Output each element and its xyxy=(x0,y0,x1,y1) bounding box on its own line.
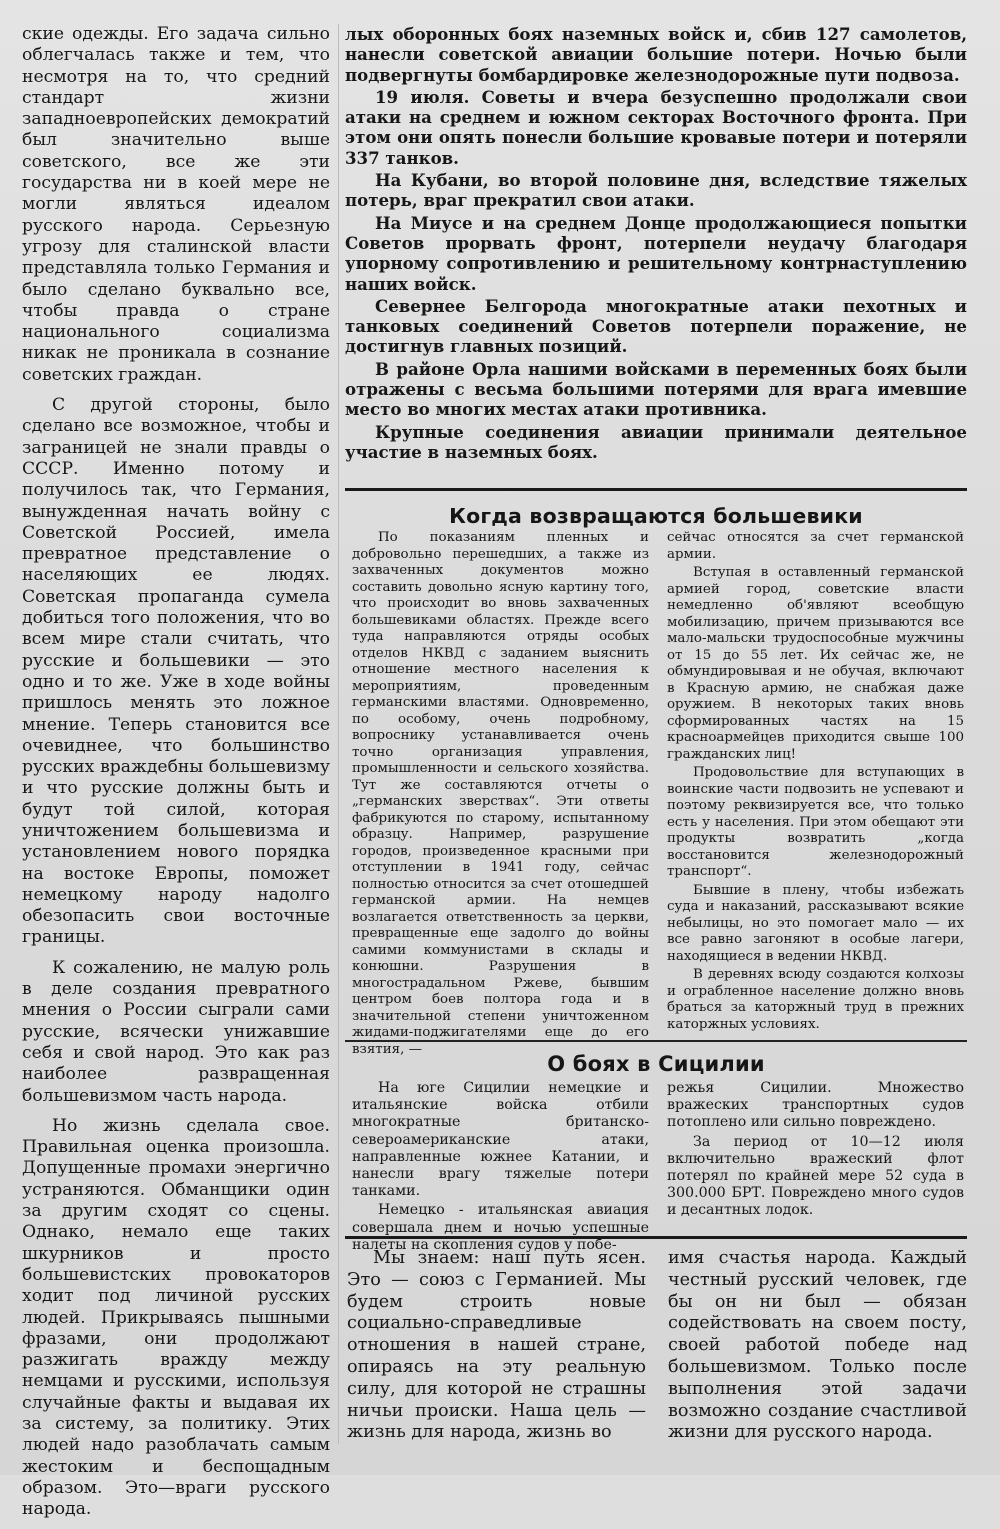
left-paragraph: С другой стороны, было сделано все возможное, чтобы и заграницей не знали правды о СССР. Именно потому и получилось так, что Германия, вынужденная начать войну с Советской Россией, имела превратное представление о населяющих ее людях. Советская пропаганда сумела добиться того положения, что во всем мире стали считать, что русские и большевики — это одно и то же. Уже в ходе войны пришлось менять это ложное мнение. Теперь становится все очевиднее, что большинство русских враждебны большевизму и что русские должны быть и будут той силой, которая уничтожением большевизма и установлением нового порядка на востоке Европы, поможет немецкому народу надолго обезопасить свои восточные границы. xyxy=(22,395,330,948)
closing-paragraph: Мы знаем: наш путь ясен. Это — союз с Германией. Мы будем строить новые социально-справедливые отношения в нашей стране, опираясь на эту реальную силу, для которой не страшны ничьи происки. Наша цель — жизнь для народа, жизнь во xyxy=(347,1248,646,1443)
article-sicily xyxy=(352,1080,964,1256)
article-paragraph: Вступая в оставленный германской армией город, советские власти немедленно об'являют всеобщую мобилизацию, причем призываются все мало-мальски трудоспособные мужчины от 15 до 55 лет. Их сейчас же, не обмундировывая и не обучая, включают в Красную армию, не снабжая даже оружием. В некоторых таких вновь сформированных частях на 15 красноармейцев приходится свыше 100 гражданских лиц! xyxy=(667,565,964,762)
article-paragraph: На юге Сицилии немецкие и итальянские войска отбили многократные британско-североамериканские атаки, направленные южнее Катании, и нанесли врагу тяжелые потери танками. xyxy=(352,1080,649,1200)
left-column-text xyxy=(22,24,330,1529)
article-paragraph: По показаниям пленных и добровольно перешедших, а также из захваченных документов можно составить довольно ясную картину того, что происходит во вновь захваченных большевиками областях. Прежде всего туда направляются отряды особых отделов НКВД с заданием выяснить отношение местного населения к мероприятиям, проведенным германскими властями. Одновременно, по особому, очень подробному, вопроснику устанавливается очень точно организация управления, промышленности и сельского хозяйства. Тут же составляются отчеты о „германских зверствах“. Эти ответы фабрикуются по старому, испытанному образцу. Например, разрушение городов, произведенное красными при отступлении в 1941 году, сейчас полностью относится за счет отошедшей германской армии. На немцев возлагается ответственность за церкви, превращенные еще задолго до войны самими коммунистами в склады и конюшни. Разрушения в многострадальном Ржеве, бывшим центром боев полтора года и в значительной степени уничтоженном жидами-поджигателями еще до его взятия, — xyxy=(352,530,649,1057)
article-paragraph: сейчас относятся за счет германской армии. xyxy=(667,530,964,562)
article-column xyxy=(667,530,964,1060)
closing-column xyxy=(347,1248,646,1446)
closing-paragraph: имя счастья народа. Каждый честный русский человек, где бы он ни был — обязан содействовать на своем посту, своей работой победе над большевизмом. Только после выполнения этой задачи возможно создание счастливой жизни для русского народа. xyxy=(668,1248,967,1443)
left-paragraph: К сожалению, не малую роль в деле создания превратного мнения о России сыграли сами русские, всячески унижавшие себя и свой народ. Это как раз наиболее развращенная большевизмом часть народа. xyxy=(22,957,330,1106)
article-paragraph: Продовольствие для вступающих в воинские части подвозить не успевают и поэтому реквизируется все, что только есть у населения. При этом обещают эти продукты возвратить „когда восстановится железнодорожный транспорт“. xyxy=(667,765,964,879)
article-column xyxy=(667,1080,964,1256)
report-paragraph: 19 июля. Советы и вчера безуспешно продолжали свои атаки на среднем и южном секторах Восточного фронта. При этом они опять понесли большие кровавые потери и потеряли 337 танков. xyxy=(345,86,967,168)
section-rule xyxy=(345,1236,967,1239)
section-rule xyxy=(345,488,967,491)
column-divider xyxy=(338,24,339,1444)
report-paragraph: лых оборонных боях наземных войск и, сбив 127 самолетов, нанесли советской авиации большие потери. Ночью были подвергнуты бомбардировке железнодорожные пути подвоза. xyxy=(345,24,967,85)
report-paragraph: На Миусе и на среднем Донце продолжающиеся попытки Советов прорвать фронт, потерпели неудачу благодаря упорному сопротивлению и решительному контрнаступлению наших войск. xyxy=(345,212,967,294)
report-paragraph: На Кубани, во второй половине дня, вследствие тяжелых потерь, враг прекратил свои атаки. xyxy=(345,170,967,211)
report-paragraph: Крупные соединения авиации принимали деятельное участие в наземных боях. xyxy=(345,421,967,462)
war-report xyxy=(345,24,967,464)
report-paragraph: Севернее Белгорода многократные атаки пехотных и танковых соединений Советов потерпели поражение, не достигнув главных позиций. xyxy=(345,295,967,357)
article-paragraph: режья Сицилии. Множество вражеских транспортных судов потоплено или сильно повреждено. xyxy=(667,1080,964,1131)
article-bolsheviks xyxy=(352,530,964,1060)
article-paragraph: В деревнях всюду создаются колхозы и ограбленное население должно вновь браться за каторжный труд в прежних каторжных условиях. xyxy=(667,967,964,1032)
closing-text xyxy=(347,1248,967,1446)
article-paragraph: За период от 10—12 июля включительно вражеский флот потерял по крайней мере 52 суда в 300.000 БРТ. Повреждено много судов и десантных лодок. xyxy=(667,1133,964,1219)
article-paragraph: Бывшие в плену, чтобы избежать суда и наказаний, рассказывают всякие небылицы, но это помогает мало — их все равно загоняют в особые лагери, находящиеся в ведении НКВД. xyxy=(667,882,964,964)
left-paragraph: Но жизнь сделала свое. Правильная оценка произошла. Допущенные промахи энергично устраняются. Обманщики один за другим сходят со сцены. Однако, немало еще таких шкурников и просто большевистских провокаторов ходит под личиной русских людей. Прикрываясь пышными фразами, они продолжают разжигать вражду между немцами и русскими, используя случайные факты и выдавая их за систему, за политику. Этих людей надо разоблачать самым жестоким и беспощадным образом. Это—враги русского народа. xyxy=(22,1115,330,1520)
section-rule xyxy=(345,1040,967,1042)
closing-column xyxy=(668,1248,967,1446)
report-paragraph: В районе Орла нашими войсками в переменных боях были отражены с весьма большими потерями для врага имевшие место во многих местах атаки противника. xyxy=(345,358,967,420)
left-paragraph: ские одежды. Его задача сильно облегчалась также и тем, что несмотря на то, что средний стандарт жизни западноевропейских демократий был значительно выше советского, все же эти государства ни в коей мере не могли являться идеалом русского народа. Серьезную угрозу для сталинской власти представляла только Германия и было сделано буквально все, чтобы правда о стране национального социализма никак не проникала в сознание советских граждан. xyxy=(22,24,330,385)
article-column xyxy=(352,1080,649,1256)
headline-sicily: О боях в Сицилии xyxy=(547,1052,765,1076)
headline-bolsheviks: Когда возвращаются большевики xyxy=(449,504,863,528)
article-column xyxy=(352,530,649,1060)
article-paragraph: Немецко - итальянская авиация совершала днем и ночью успешные налеты на скопления судов у побе- xyxy=(352,1202,649,1253)
